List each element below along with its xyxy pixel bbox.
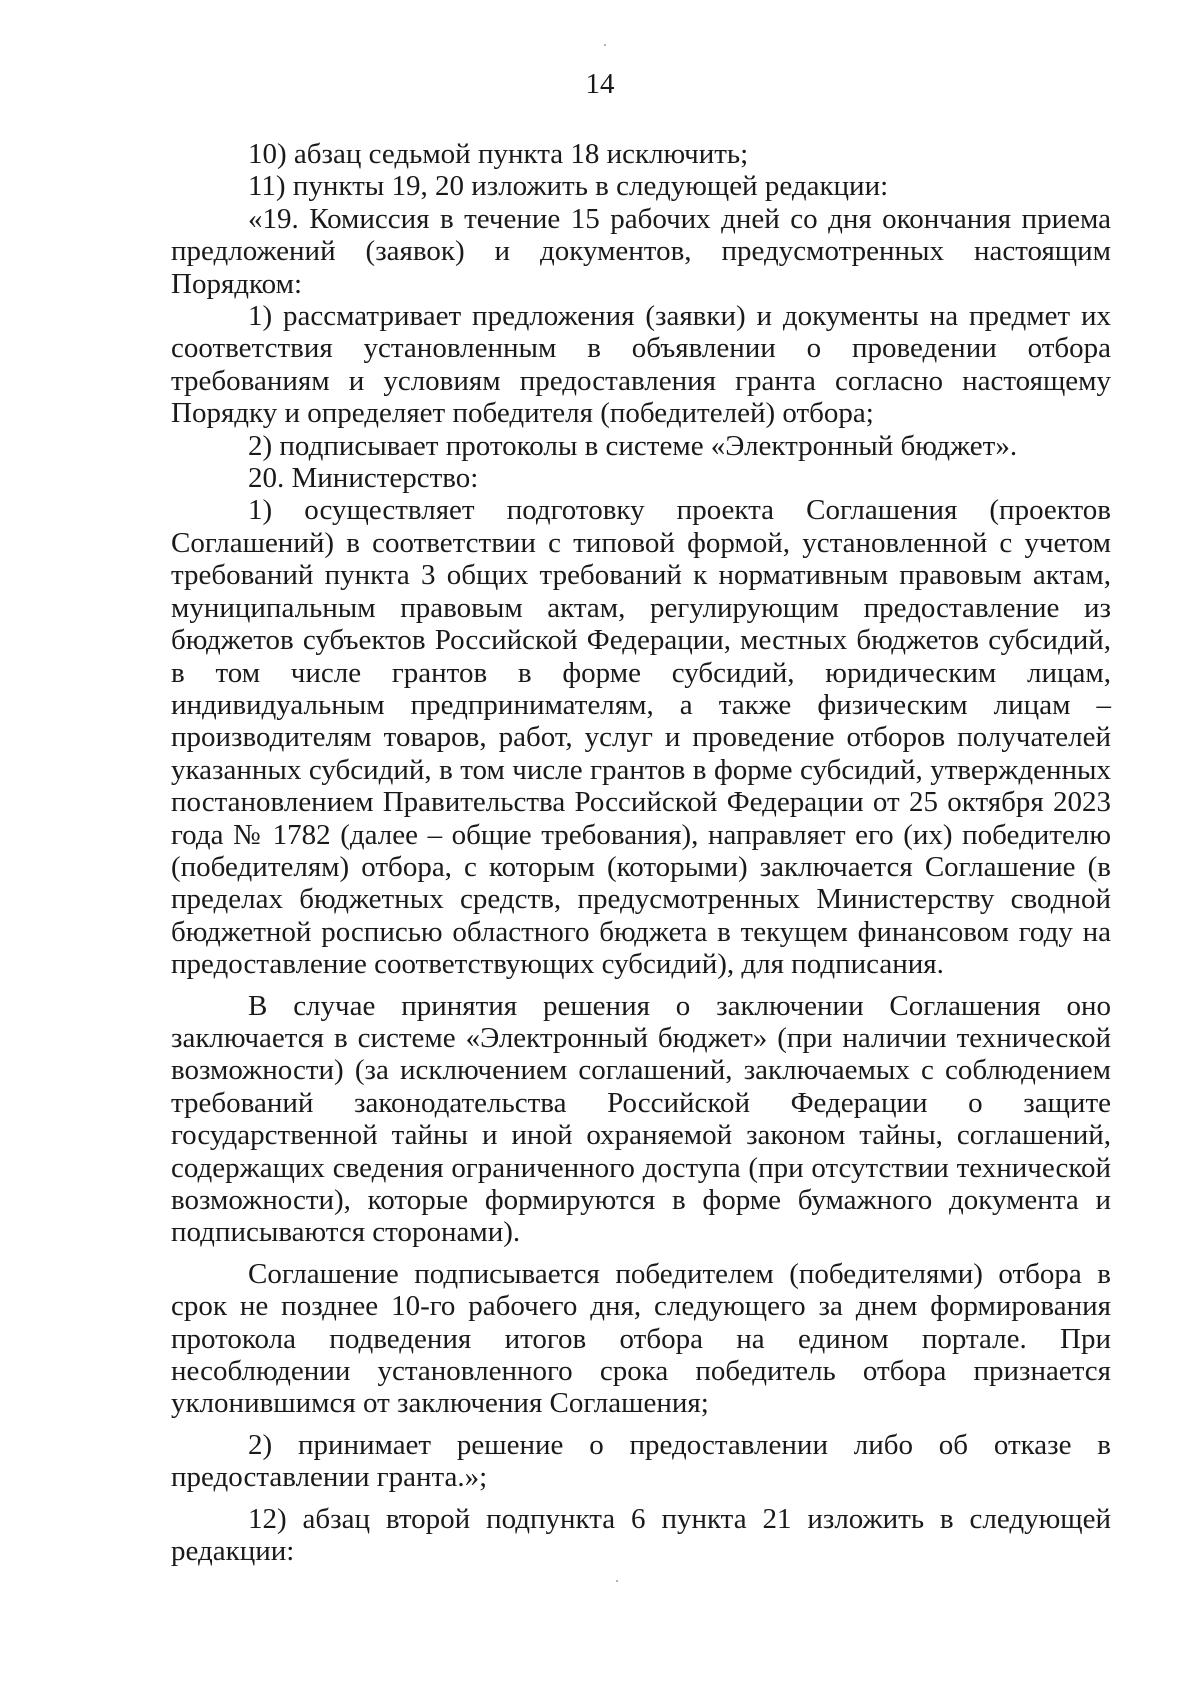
paragraph-8: В случае принятия решения о заключении Соглашения оно заключается в системе «Электронный бюджет» (при наличии технической возможности) (за исключением соглашений, заключаемых с соблюдением требований законодательства Российской Федерации о защите государственной тайны и иной охраняемой законом тайны, соглашений, содержащих сведения ограниченного доступа (при отсутствии технической возможности), которые формируются в форме бумажного документа и подписываются сторонами). bbox=[171, 989, 1111, 1249]
paragraph-11: 12) абзац второй подпункта 6 пункта 21 изложить в следующей редакции: bbox=[171, 1502, 1111, 1568]
paragraph-7: 1) осуществляет подготовку проекта Соглашения (проектов Соглашений) в соответствии с типовой формой, установленной с учетом требований пункта 3 общих требований к нормативным правовым актам, муниципальным правовым актам, регулирующим предоставление из бюджетов субъектов Российской Федерации, местных бюджетов субсидий, в том числе грантов в форме субсидий, юридическим лицам, индивидуальным предпринимателям, а также физическим лицам – производителям товаров, работ, услуг и проведение отборов получателей указанных субсидий, в том числе грантов в форме субсидий, утвержденных постановлением Правительства Российской Федерации от 25 октября 2023 года № 1782 (далее – общие требования), направляет его (их) победителю (победителям) отбора, с которым (которыми) заключается Соглашение (в пределах бюджетных средств, предусмотренных Министерству сводной бюджетной росписью областного бюджета в текущем финансовом году на предоставление соответствующих субсидий), для подписания. bbox=[171, 494, 1111, 981]
paragraph-10: 2) принимает решение о предоставлении либо об отказе в предоставлении гранта.»; bbox=[171, 1428, 1111, 1494]
paragraph-2: 11) пункты 19, 20 изложить в следующей редакции: bbox=[248, 170, 889, 203]
paragraph-5: 2) подписывает протоколы в системе «Электронный бюджет». bbox=[248, 429, 1018, 462]
scan-speck bbox=[616, 1580, 618, 1582]
paragraph-6: 20. Министерство: bbox=[248, 462, 479, 495]
document-body bbox=[171, 138, 1111, 1567]
paragraph-9: Соглашение подписывается победителем (победителями) отбора в срок не позднее 10-го рабочего дня, следующего за днем формирования протокола подведения итогов отбора на едином портале. При несоблюдении установленного срока победитель отбора признается уклонившимся от заключения Соглашения; bbox=[171, 1257, 1111, 1420]
paragraph-1: 10) абзац седьмой пункта 18 исключить; bbox=[248, 138, 749, 170]
scan-speck bbox=[604, 44, 606, 46]
paragraph-4: 1) рассматривает предложения (заявки) и документы на предмет их соответствия установленным в объявлении о проведении отбора требованиям и условиям предоставления гранта согласно настоящему Порядку и определяет победителя (победителей) отбора; bbox=[171, 300, 1111, 430]
paragraph-3: «19. Комиссия в течение 15 рабочих дней со дня окончания приема предложений (заявок) и документов, предусмотренных настоящим Порядком: bbox=[171, 202, 1111, 300]
page-number: 14 bbox=[585, 68, 615, 100]
